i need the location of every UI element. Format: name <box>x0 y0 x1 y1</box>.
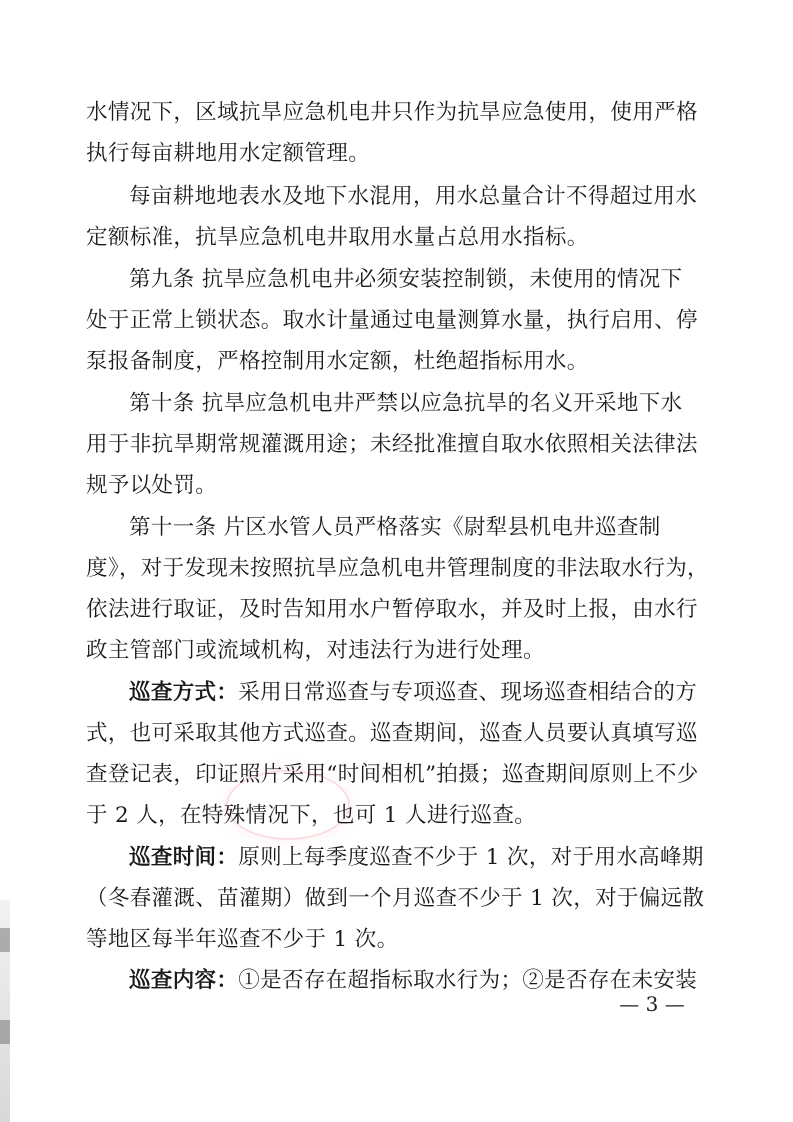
text-line: 每亩耕地地表水及地下水混用，用水总量合计不得超过用水 <box>129 184 698 209</box>
text-span: ①是否存在超指标取水行为；②是否存在未安装 <box>238 968 698 993</box>
article-9-line: 第九条 抗旱应急机电井必须安装控制锁，未使用的情况下 <box>129 267 683 292</box>
text-line: 依法进行取证，及时告知用水户暂停取水，并及时上报，由水行 <box>86 597 698 622</box>
text-line: 政主管部门或流域机构，对违法行为进行处理。 <box>86 638 545 663</box>
text-line: 泵报备制度，严格控制用水定额，杜绝超指标用水。 <box>86 349 589 374</box>
text-line: 水情况下，区域抗旱应急机电井只作为抗旱应急使用，使用严格 <box>86 100 698 125</box>
text-line: （冬春灌溉、苗灌期）做到一个月巡查不少于 1 次，对于偏远散 <box>86 886 705 911</box>
text-line: 于 2 人，在特殊情况下，也可 1 人进行巡查。 <box>86 803 537 828</box>
binding-mark <box>0 928 10 952</box>
text-line: 定额标准，抗旱应急机电井取用水量占总用水指标。 <box>86 225 589 250</box>
text-span: 采用日常巡查与专项巡查、现场巡查相结合的方 <box>238 680 698 705</box>
page-number: — 3 — <box>619 992 685 1016</box>
inspection-time-label: 巡查时间： <box>129 845 239 870</box>
binding-edge <box>0 900 10 1122</box>
text-line: 执行每亩耕地用水定额管理。 <box>86 141 371 166</box>
article-10-line: 第十条 抗旱应急机电井严禁以应急抗旱的名义开采地下水 <box>129 391 683 416</box>
text-line: 用于非抗旱期常规灌溉用途；未经批准擅自取水依照相关法律法 <box>86 432 698 457</box>
inspection-time-line <box>129 845 704 871</box>
binding-mark <box>0 1020 10 1044</box>
article-11-line: 第十一条 片区水管人员严格落实《尉犁县机电井巡查制 <box>129 515 661 540</box>
text-line: 查登记表，印证照片采用“时间相机”拍摄；巡查期间原则上不少 <box>86 762 699 787</box>
text-line: 式，也可采取其他方式巡查。巡查期间，巡查人员要认真填写巡 <box>86 721 698 746</box>
text-line: 规予以处罚。 <box>86 473 218 498</box>
text-line: 处于正常上锁状态。取水计量通过电量测算水量，执行启用、停 <box>86 308 698 333</box>
inspection-content-label: 巡查内容： <box>129 968 239 993</box>
inspection-method-line <box>129 680 698 706</box>
text-line: 度》，对于发现未按照抗旱应急机电井管理制度的非法取水行为， <box>86 556 709 581</box>
inspection-method-label: 巡查方式： <box>129 680 239 705</box>
text-span: 原则上每季度巡查不少于 1 次，对于用水高峰期 <box>238 845 704 870</box>
inspection-content-line <box>129 968 698 994</box>
text-line: 等地区每半年巡查不少于 1 次。 <box>86 927 399 952</box>
